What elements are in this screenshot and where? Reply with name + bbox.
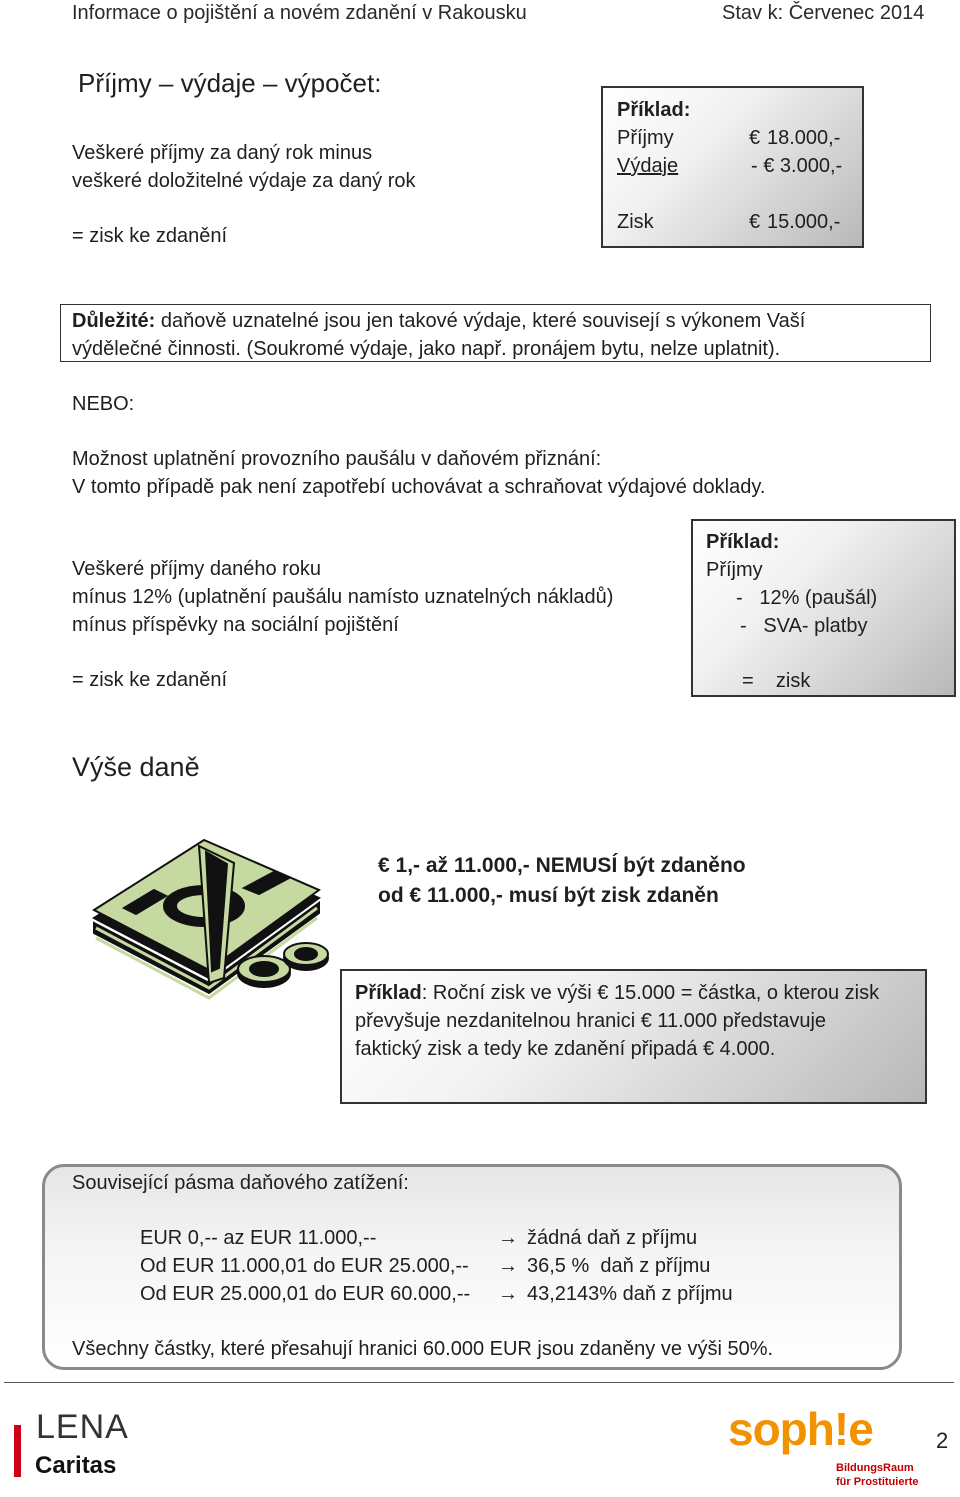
important-line1 [72, 307, 805, 335]
example2-line1: Příjmy [706, 559, 763, 581]
arrow-icon: → [498, 1227, 518, 1249]
important-box [60, 304, 931, 362]
tax-line1: € 1,- až 11.000,- NEMUSÍ být zdaněno [378, 854, 746, 877]
section1-line1: Veškeré příjmy za daný rok minus [72, 142, 373, 164]
example1-value-expense: - € 3.000,- [751, 155, 843, 177]
example1-label-profit: Zisk [617, 211, 654, 233]
example3-line2: převyšuje nezdanitelnou hranici € 11.000 představuje [355, 1010, 827, 1032]
brackets-title: Související pásma daňového zatížení: [72, 1172, 409, 1194]
example2-line4: = zisk [742, 670, 811, 692]
brackets-footer: Všechny částky, které přesahují hranici 60.000 EUR jsou zdaněny ve výši 50%. [72, 1338, 774, 1360]
example1-label-income: Příjmy [617, 127, 674, 149]
caritas-bar [14, 1425, 21, 1477]
bracket-range-2: Od EUR 11.000,01 do EUR 25.000,-- [140, 1255, 469, 1277]
section1-heading: Příjmy – výdaje – výpočet: [78, 68, 382, 98]
example3-line1 [355, 979, 879, 1007]
brackets-box [42, 1164, 902, 1370]
example1-currency-2: € [749, 211, 761, 233]
section2-line3: mínus příspěvky na sociální pojištění [72, 614, 399, 636]
example2-line2: - 12% (paušál) [736, 587, 878, 609]
section2-line2: mínus 12% (uplatnění paušálu namísto uznatelných nákladů) [72, 586, 614, 608]
arrow-icon: → [498, 1255, 518, 1277]
example3-box [340, 969, 927, 1104]
bracket-rate-3: 43,2143% daň z příjmu [527, 1283, 733, 1305]
footer-divider [4, 1382, 954, 1383]
section1-result: = zisk ke zdanění [72, 225, 228, 247]
example1-title: Příklad: [617, 99, 691, 121]
sophie-sub1: BildungsRaum [836, 1462, 914, 1474]
caritas-logo: Caritas [35, 1452, 117, 1479]
option-line1: Možnost uplatnění provozního paušálu v daňovém přiznání: [72, 448, 602, 470]
tax-heading: Výše daně [72, 752, 200, 782]
important-text2: výdělečné činnosti. (Soukromé výdaje, jako např. pronájem bytu, nelze uplatnit). [72, 338, 781, 360]
example2-title: Příklad: [706, 531, 780, 553]
sophie-logo: soph!e [728, 1403, 873, 1455]
lena-logo: LENA [36, 1408, 129, 1446]
important-label: Důležité: [72, 310, 156, 332]
sophie-sub2: für Prostituierte [836, 1476, 919, 1488]
option-line2: V tomto případě pak není zapotřebí uchovávat a schraňovat výdajové doklady. [72, 476, 766, 498]
bracket-range-1: EUR 0,-- az EUR 11.000,-- [140, 1227, 377, 1249]
page-number: 2 [936, 1428, 949, 1453]
header-status: Stav k: Červenec 2014 [722, 2, 925, 24]
bracket-range-3: Od EUR 25.000,01 do EUR 60.000,-- [140, 1283, 471, 1305]
money-stack-illustration [84, 828, 346, 1008]
bracket-rate-1: žádná daň z příjmu [527, 1227, 698, 1249]
section2-line1: Veškeré příjmy daného roku [72, 558, 322, 580]
example3-label: Příklad [355, 982, 422, 1004]
example1-value-income: 18.000,- [767, 127, 841, 149]
example3-text1: : Roční zisk ve výši € 15.000 = částka, o kterou zisk [421, 982, 880, 1004]
header-title: Informace o pojištění a novém zdanění v Rakousku [72, 2, 527, 24]
arrow-icon: → [498, 1283, 518, 1305]
important-text1: daňově uznatelné jsou jen takové výdaje, které souvisejí s výkonem Vaší [155, 310, 806, 332]
example1-label-expense: Výdaje [617, 155, 679, 177]
section1-line2: veškeré doložitelné výdaje za daný rok [72, 170, 416, 192]
tax-line2: od € 11.000,- musí být zisk zdaněn [378, 884, 719, 907]
example1-box [601, 86, 864, 248]
section2-result: = zisk ke zdanění [72, 669, 228, 691]
example3-line3: faktický zisk a tedy ke zdanění připadá € 4.000. [355, 1038, 776, 1060]
bracket-rate-2: 36,5 % daň z příjmu [527, 1255, 711, 1277]
example2-line3: - SVA- platby [740, 615, 868, 637]
example1-currency: € [749, 127, 761, 149]
example1-value-profit: 15.000,- [767, 211, 841, 233]
example1-expense-row [617, 152, 845, 180]
example2-box [691, 519, 956, 697]
nebo-label: NEBO: [72, 393, 135, 415]
